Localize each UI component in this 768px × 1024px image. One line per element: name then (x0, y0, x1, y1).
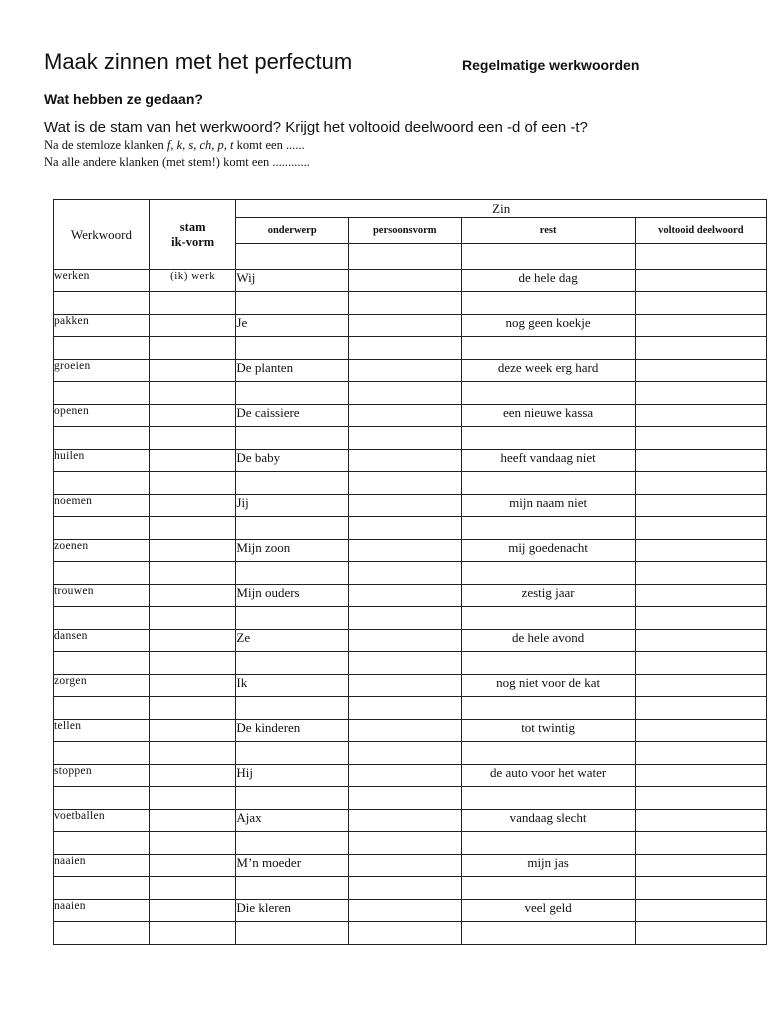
blank-cell[interactable] (149, 742, 236, 765)
blank-cell[interactable] (635, 787, 766, 810)
verb-cell: trouwen (54, 585, 150, 607)
blank-cell[interactable] (461, 697, 635, 720)
rest-cell: heeft vandaag niet (461, 450, 635, 472)
voltooid-deelwoord-cell[interactable] (635, 585, 766, 607)
table-row (54, 810, 767, 832)
blank-cell[interactable] (635, 607, 766, 630)
blank-cell[interactable] (348, 787, 461, 810)
blank-cell[interactable] (149, 877, 236, 900)
persoonsvorm-cell[interactable] (348, 450, 461, 472)
table-row-blank (54, 517, 767, 540)
blank-cell[interactable] (635, 652, 766, 675)
rest-cell: mijn naam niet (461, 495, 635, 517)
voltooid-deelwoord-cell[interactable] (635, 450, 766, 472)
voltooid-deelwoord-cell[interactable] (635, 540, 766, 562)
blank-cell[interactable] (149, 472, 236, 495)
blank-cell[interactable] (461, 382, 635, 405)
blank-cell[interactable] (348, 517, 461, 540)
blank-cell[interactable] (54, 607, 150, 630)
persoonsvorm-cell[interactable] (348, 540, 461, 562)
stam-cell[interactable] (149, 360, 236, 382)
blank-cell[interactable] (236, 877, 349, 900)
table-row-blank (54, 922, 767, 945)
note-voiced: Na alle andere klanken (met stem!) komt een ............ (44, 155, 310, 169)
blank-cell[interactable] (461, 652, 635, 675)
blank-cell[interactable] (461, 427, 635, 450)
blank-cell[interactable] (635, 877, 766, 900)
table-row (54, 495, 767, 517)
stam-cell[interactable] (149, 495, 236, 517)
persoonsvorm-cell[interactable] (348, 630, 461, 652)
subject-cell: Ajax (236, 810, 349, 832)
blank-cell[interactable] (236, 244, 349, 270)
blank-cell[interactable] (348, 742, 461, 765)
blank-cell[interactable] (461, 472, 635, 495)
table-row (54, 315, 767, 337)
blank-cell[interactable] (348, 607, 461, 630)
voltooid-deelwoord-cell[interactable] (635, 630, 766, 652)
table-row-blank (54, 607, 767, 630)
verb-cell: naaien (54, 855, 150, 877)
blank-cell[interactable] (149, 832, 236, 855)
persoonsvorm-cell[interactable] (348, 675, 461, 697)
table-row-blank (54, 832, 767, 855)
blank-cell[interactable] (635, 517, 766, 540)
rest-cell: mijn jas (461, 855, 635, 877)
question-heading: Wat hebben ze gedaan? (44, 91, 203, 107)
blank-cell[interactable] (236, 427, 349, 450)
persoonsvorm-cell[interactable] (348, 405, 461, 427)
verb-cell: dansen (54, 630, 150, 652)
table-row-blank (54, 427, 767, 450)
stam-cell[interactable] (149, 585, 236, 607)
persoonsvorm-cell[interactable] (348, 585, 461, 607)
table-row (54, 900, 767, 922)
blank-cell[interactable] (635, 292, 766, 315)
voltooid-deelwoord-cell[interactable] (635, 405, 766, 427)
blank-cell[interactable] (635, 742, 766, 765)
blank-cell[interactable] (149, 922, 236, 945)
blank-cell[interactable] (461, 877, 635, 900)
blank-cell[interactable] (236, 832, 349, 855)
table-row-blank (54, 877, 767, 900)
subject-cell: Die kleren (236, 900, 349, 922)
table-row (54, 855, 767, 877)
subject-cell: Hij (236, 765, 349, 787)
blank-cell[interactable] (149, 697, 236, 720)
blank-cell[interactable] (461, 337, 635, 360)
blank-cell[interactable] (461, 922, 635, 945)
persoonsvorm-cell[interactable] (348, 720, 461, 742)
persoonsvorm-cell[interactable] (348, 360, 461, 382)
table-row (54, 405, 767, 427)
table-row-blank (54, 382, 767, 405)
blank-cell[interactable] (149, 517, 236, 540)
blank-cell[interactable] (348, 427, 461, 450)
header-stam-line1: stam (179, 219, 206, 234)
voltooid-deelwoord-cell[interactable] (635, 270, 766, 292)
persoonsvorm-cell[interactable] (348, 270, 461, 292)
blank-cell[interactable] (54, 472, 150, 495)
stam-cell[interactable] (149, 540, 236, 562)
voltooid-deelwoord-cell[interactable] (635, 855, 766, 877)
page-subtitle: Regelmatige werkwoorden (462, 57, 640, 73)
blank-cell[interactable] (149, 292, 236, 315)
verb-cell: noemen (54, 495, 150, 517)
verb-cell: naaien (54, 900, 150, 922)
blank-cell[interactable] (635, 922, 766, 945)
subject-cell: Ik (236, 675, 349, 697)
exercise-table (53, 199, 767, 945)
note-voiceless-suffix: komt een ...... (233, 138, 305, 152)
header-rest: rest (461, 218, 635, 244)
blank-cell[interactable] (461, 517, 635, 540)
blank-cell[interactable] (461, 292, 635, 315)
verb-cell: pakken (54, 315, 150, 337)
blank-cell[interactable] (149, 787, 236, 810)
header-stam (149, 200, 236, 270)
table-row (54, 765, 767, 787)
subject-cell: De caissiere (236, 405, 349, 427)
persoonsvorm-cell[interactable] (348, 765, 461, 787)
note-voiceless-letters: f, k, s, ch, p, t (166, 138, 234, 152)
rest-cell: tot twintig (461, 720, 635, 742)
verb-cell: voetballen (54, 810, 150, 832)
blank-cell[interactable] (461, 832, 635, 855)
rest-cell: deze week erg hard (461, 360, 635, 382)
stam-cell[interactable] (149, 405, 236, 427)
table-row (54, 360, 767, 382)
blank-cell[interactable] (149, 562, 236, 585)
table-row-blank (54, 652, 767, 675)
voltooid-deelwoord-cell[interactable] (635, 810, 766, 832)
persoonsvorm-cell[interactable] (348, 900, 461, 922)
voltooid-deelwoord-cell[interactable] (635, 765, 766, 787)
stam-cell[interactable] (149, 765, 236, 787)
rest-cell: nog niet voor de kat (461, 675, 635, 697)
blank-cell[interactable] (236, 922, 349, 945)
blank-cell[interactable] (54, 877, 150, 900)
voltooid-deelwoord-cell[interactable] (635, 720, 766, 742)
header-werkwoord: Werkwoord (54, 200, 150, 270)
voltooid-deelwoord-cell[interactable] (635, 360, 766, 382)
blank-cell[interactable] (54, 382, 150, 405)
header-zin: Zin (236, 200, 767, 218)
blank-cell[interactable] (635, 697, 766, 720)
subject-cell: De baby (236, 450, 349, 472)
rest-cell: zestig jaar (461, 585, 635, 607)
table-row-blank (54, 787, 767, 810)
subject-cell: Jij (236, 495, 349, 517)
blank-cell[interactable] (149, 427, 236, 450)
blank-cell[interactable] (635, 244, 766, 270)
blank-cell[interactable] (54, 832, 150, 855)
persoonsvorm-cell[interactable] (348, 855, 461, 877)
rest-cell: een nieuwe kassa (461, 405, 635, 427)
blank-cell[interactable] (236, 742, 349, 765)
blank-cell[interactable] (348, 562, 461, 585)
blank-cell[interactable] (461, 787, 635, 810)
blank-cell[interactable] (149, 337, 236, 360)
table-row (54, 630, 767, 652)
blank-cell[interactable] (348, 877, 461, 900)
stam-cell[interactable]: (ik) werk (149, 270, 236, 292)
voltooid-deelwoord-cell[interactable] (635, 900, 766, 922)
persoonsvorm-cell[interactable] (348, 495, 461, 517)
subject-cell: De kinderen (236, 720, 349, 742)
subject-cell: De planten (236, 360, 349, 382)
stam-cell[interactable] (149, 855, 236, 877)
blank-cell[interactable] (54, 427, 150, 450)
verb-cell: huilen (54, 450, 150, 472)
note-voiceless (44, 138, 305, 153)
table-row-blank (54, 292, 767, 315)
blank-cell[interactable] (635, 562, 766, 585)
table-row (54, 585, 767, 607)
blank-cell[interactable] (54, 562, 150, 585)
subject-cell: Ze (236, 630, 349, 652)
blank-cell[interactable] (236, 472, 349, 495)
header-stam-line2: ik-vorm (171, 234, 215, 249)
subject-cell: Wij (236, 270, 349, 292)
blank-cell[interactable] (236, 607, 349, 630)
persoonsvorm-cell[interactable] (348, 810, 461, 832)
blank-cell[interactable] (54, 652, 150, 675)
table-row (54, 720, 767, 742)
header-voltooid-deelwoord: voltooid deelwoord (635, 218, 766, 244)
blank-cell[interactable] (236, 382, 349, 405)
subject-cell: M’n moeder (236, 855, 349, 877)
blank-cell[interactable] (348, 697, 461, 720)
blank-cell[interactable] (54, 922, 150, 945)
voltooid-deelwoord-cell[interactable] (635, 315, 766, 337)
blank-cell[interactable] (54, 742, 150, 765)
blank-cell[interactable] (236, 337, 349, 360)
blank-cell[interactable] (348, 244, 461, 270)
verb-cell: stoppen (54, 765, 150, 787)
table-row (54, 450, 767, 472)
blank-cell[interactable] (348, 472, 461, 495)
blank-cell[interactable] (236, 787, 349, 810)
blank-cell[interactable] (54, 697, 150, 720)
blank-cell[interactable] (54, 517, 150, 540)
verb-cell: tellen (54, 720, 150, 742)
blank-cell[interactable] (348, 337, 461, 360)
subject-cell: Je (236, 315, 349, 337)
table-row (54, 270, 767, 292)
header-persoonsvorm: persoonsvorm (348, 218, 461, 244)
blank-cell[interactable] (461, 562, 635, 585)
voltooid-deelwoord-cell[interactable] (635, 495, 766, 517)
verb-cell: groeien (54, 360, 150, 382)
verb-cell: werken (54, 270, 150, 292)
blank-cell[interactable] (54, 292, 150, 315)
subject-cell: Mijn zoon (236, 540, 349, 562)
blank-cell[interactable] (348, 292, 461, 315)
stam-cell[interactable] (149, 810, 236, 832)
subject-cell: Mijn ouders (236, 585, 349, 607)
blank-cell[interactable] (236, 652, 349, 675)
blank-cell[interactable] (635, 832, 766, 855)
blank-cell[interactable] (635, 472, 766, 495)
rest-cell: de hele avond (461, 630, 635, 652)
table-row (54, 540, 767, 562)
voltooid-deelwoord-cell[interactable] (635, 675, 766, 697)
blank-cell[interactable] (149, 607, 236, 630)
blank-cell[interactable] (635, 337, 766, 360)
blank-cell[interactable] (236, 697, 349, 720)
stam-cell[interactable] (149, 450, 236, 472)
rest-cell: nog geen koekje (461, 315, 635, 337)
note-voiceless-prefix: Na de stemloze klanken (44, 138, 167, 152)
table-row-blank (54, 337, 767, 360)
blank-cell[interactable] (54, 787, 150, 810)
blank-cell[interactable] (461, 244, 635, 270)
blank-cell[interactable] (635, 427, 766, 450)
blank-cell[interactable] (236, 292, 349, 315)
verb-cell: zorgen (54, 675, 150, 697)
blank-cell[interactable] (348, 832, 461, 855)
header-onderwerp: onderwerp (236, 218, 349, 244)
blank-cell[interactable] (236, 562, 349, 585)
blank-cell[interactable] (461, 607, 635, 630)
rest-cell: mij goedenacht (461, 540, 635, 562)
blank-cell[interactable] (54, 337, 150, 360)
blank-cell[interactable] (461, 742, 635, 765)
persoonsvorm-cell[interactable] (348, 315, 461, 337)
table-row-blank (54, 742, 767, 765)
verb-cell: zoenen (54, 540, 150, 562)
blank-cell[interactable] (348, 382, 461, 405)
table-header-row (54, 200, 767, 218)
stam-cell[interactable] (149, 630, 236, 652)
blank-cell[interactable] (348, 652, 461, 675)
blank-cell[interactable] (149, 382, 236, 405)
stam-cell[interactable] (149, 315, 236, 337)
page-title: Maak zinnen met het perfectum (44, 49, 353, 74)
rest-cell: veel geld (461, 900, 635, 922)
table-row-blank (54, 472, 767, 495)
stam-cell[interactable] (149, 720, 236, 742)
blank-cell[interactable] (149, 652, 236, 675)
blank-cell[interactable] (236, 517, 349, 540)
instruction-text: Wat is de stam van het werkwoord? Krijgt het voltooid deelwoord een -d of een -t? (44, 119, 588, 136)
stam-cell[interactable] (149, 675, 236, 697)
rest-cell: de auto voor het water (461, 765, 635, 787)
rest-cell: de hele dag (461, 270, 635, 292)
rest-cell: vandaag slecht (461, 810, 635, 832)
stam-cell[interactable] (149, 900, 236, 922)
blank-cell[interactable] (635, 382, 766, 405)
verb-cell: openen (54, 405, 150, 427)
table-row-blank (54, 562, 767, 585)
blank-cell[interactable] (348, 922, 461, 945)
table-row (54, 675, 767, 697)
table-row-blank (54, 697, 767, 720)
